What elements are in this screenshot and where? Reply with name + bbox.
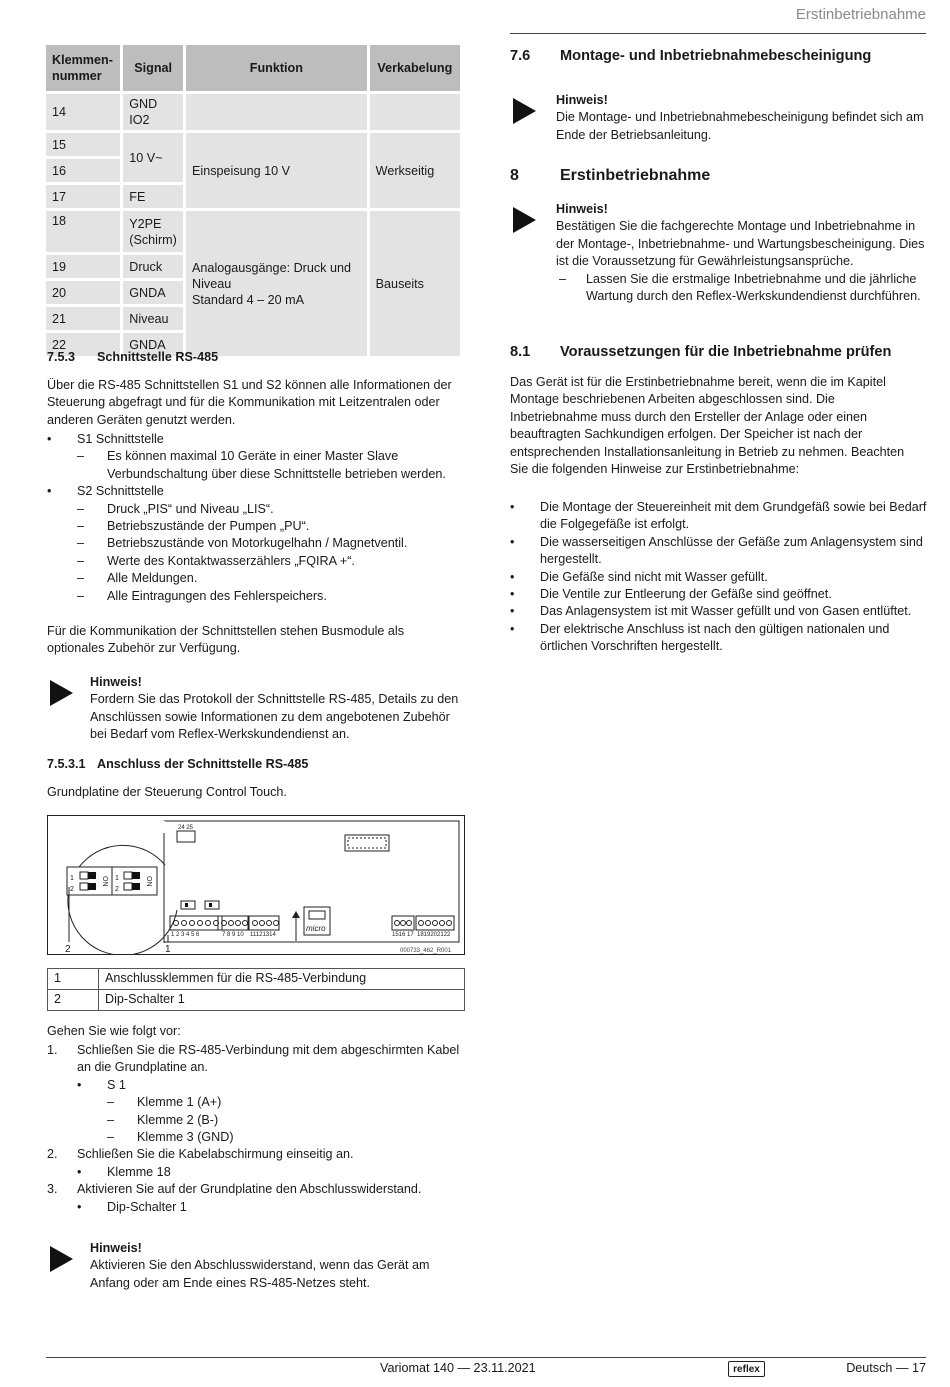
s2-label: S2 Schnittstelle	[77, 484, 164, 499]
step-sub: Dip-Schalter 1	[107, 1199, 187, 1214]
bullet: •	[510, 587, 515, 602]
bullet: •	[510, 569, 515, 584]
terminal-cell: 21	[46, 307, 120, 330]
s2-item: Alle Eintragungen des Fehlerspeichers.	[107, 588, 327, 603]
list-item	[47, 448, 467, 483]
table-row	[46, 211, 460, 252]
list-item	[556, 271, 930, 306]
section-number: 7.5.3.1	[47, 757, 86, 771]
notice-protocol	[47, 674, 467, 746]
section-heading-8	[510, 167, 710, 184]
prerequisite-item: Die Montage der Steuereinheit mit dem Grundgefäß sowie bei Bedarf die Folgegefäße ist erfolgt.	[540, 500, 927, 532]
bullet: •	[510, 534, 515, 549]
dash: –	[77, 588, 85, 603]
legend-number: 2	[48, 990, 99, 1011]
notice-termination	[47, 1240, 467, 1296]
interface-list	[47, 431, 467, 605]
s2-item: Druck „PIS“ und Niveau „LIS“.	[107, 501, 274, 516]
play-arrow-icon	[513, 207, 536, 233]
bullet: •	[77, 1164, 82, 1179]
section-title: Voraussetzungen für die Inbetriebnahme prüfen	[560, 344, 892, 360]
dash: –	[107, 1095, 115, 1110]
terminal-labels-right: 1516 17	[392, 932, 414, 938]
section-title: Erstinbetriebnahme	[560, 167, 711, 184]
signal-cell: GND IO2	[123, 94, 183, 130]
dash: –	[77, 536, 85, 551]
callout-2: 2	[65, 944, 71, 955]
function-cell-empty	[186, 94, 367, 130]
play-arrow-icon	[50, 680, 73, 706]
list-item	[47, 1129, 467, 1146]
terminal-cell: 22	[46, 333, 120, 356]
wiring-cell-site: Bauseits	[370, 211, 460, 356]
legend-number: 1	[48, 969, 99, 990]
list-item	[510, 569, 928, 586]
col-header-wiring: Verkabelung	[370, 45, 460, 91]
play-arrow-icon	[50, 1246, 73, 1272]
running-header: Erstinbetriebnahme	[795, 6, 926, 23]
reflex-logo: reflex	[728, 1361, 765, 1377]
board-caption: Grundplatine der Steuerung Control Touch.	[47, 785, 287, 799]
notice-title: Hinweis!	[90, 1241, 142, 1255]
bullet: •	[47, 484, 52, 499]
terminal-cell: 20	[46, 281, 120, 304]
section-number: 7.6	[510, 48, 531, 64]
svg-text:2: 2	[115, 886, 119, 893]
step-text: Schließen Sie die Kabelabschirmung einseitig an.	[77, 1147, 354, 1162]
step-sub-item: Klemme 3 (GND)	[137, 1130, 234, 1145]
section-number: 8	[510, 167, 519, 184]
list-item	[47, 535, 467, 552]
list-item	[47, 1199, 467, 1216]
list-item	[47, 570, 467, 587]
notice-title: Hinweis!	[90, 675, 142, 689]
terminal-cell: 14	[46, 94, 120, 130]
table-row	[46, 133, 460, 156]
dash: –	[77, 501, 85, 516]
signal-cell: 10 V~	[123, 133, 183, 182]
section-title: Montage- und Inbetriebnahmebescheinigung	[560, 48, 872, 64]
table-row	[48, 990, 465, 1011]
terminal-cell: 15	[46, 133, 120, 156]
col-header-signal: Signal	[123, 45, 183, 91]
list-item	[510, 534, 928, 569]
dash: –	[77, 571, 85, 586]
section-title: Anschluss der Schnittstelle RS-485	[97, 757, 309, 771]
s2-item: Betriebszustände der Pumpen „PU“.	[107, 519, 310, 534]
list-item	[47, 1112, 467, 1129]
prerequisite-item: Das Anlagensystem ist mit Wasser gefüllt und von Gasen entlüftet.	[540, 604, 912, 619]
bullet: •	[510, 621, 515, 636]
list-item	[510, 621, 928, 656]
step-1	[47, 1042, 467, 1077]
section-heading-7-6	[510, 48, 871, 65]
table-row	[46, 94, 460, 130]
prerequisite-item: Die Ventile zur Entleerung der Gefäße sind geöffnet.	[540, 587, 832, 602]
footer-document-info: Variomat 140 — 23.11.2021	[380, 1361, 536, 1375]
svg-text:1: 1	[115, 875, 119, 882]
col-header-function: Funktion	[186, 45, 367, 91]
section-number: 7.5.3	[47, 350, 76, 364]
signal-cell: Niveau	[123, 307, 183, 330]
control-board-figure	[47, 815, 465, 955]
list-item	[510, 603, 928, 620]
footer-page-number: Deutsch — 17	[846, 1361, 926, 1375]
terminal-labels-left: 1 2 3 4 5 6	[171, 932, 200, 938]
list-item	[47, 1077, 467, 1094]
figure-legend-table	[47, 968, 465, 1011]
dip-2-label: 2	[70, 886, 74, 893]
function-cell-supply: Einspeisung 10 V	[186, 133, 367, 208]
notice-text: Bestätigen Sie die fachgerechte Montage und Inbetriebnahme in der Montage-, Inbetriebnahme- und Wartungsbescheinigung. Dies ist die Voraussetzung für Gewährleistungsansprüche.	[556, 219, 925, 269]
bullet: •	[510, 604, 515, 619]
section-heading-8-1	[510, 344, 891, 361]
prerequisite-item: Der elektrische Anschluss ist nach den gültigen nationalen und örtlichen Vorschriften hergestellt.	[540, 621, 890, 654]
terminal-cell: 17	[46, 185, 120, 208]
play-arrow-icon	[513, 98, 536, 124]
terminal-24-25-label: 24 25	[178, 825, 194, 831]
prerequisites-text: Das Gerät ist für die Erstinbetriebnahme bereit, wenn die im Kapitel Montage beschriebenen Arbeiten abgeschlossen sind. Die Inbetriebnahme muss durch den Ersteller der Anlage oder einen beauftragten Sachkundigen erfolgen. Der Speicher ist nach der entsprechenden Installationsanleitung in Betrieb zu nehmen. Beachten Sie die folgenden Hinweise zur Erstinbetriebnahme:	[510, 375, 905, 477]
list-item	[47, 431, 467, 448]
step-sub-item: Klemme 2 (B-)	[137, 1112, 219, 1127]
list-item	[47, 553, 467, 570]
function-cell-analog: Analogausgänge: Druck und Niveau Standard 4 – 20 mA	[186, 211, 367, 356]
s2-item: Werte des Kontaktwasserzählers „FQIRA +“.	[107, 553, 355, 568]
section-heading-7-5-3-1	[47, 756, 308, 773]
notice-certificate	[510, 92, 930, 146]
col-header-terminal: Klemmen- nummer	[46, 45, 120, 91]
wiring-cell-factory: Werkseitig	[370, 133, 460, 208]
steps-list	[47, 1042, 467, 1216]
terminal-cell: 16	[46, 159, 120, 182]
section-heading-7-5-3	[47, 349, 218, 366]
signal-cell: GNDA	[123, 281, 183, 304]
microsd-label: micro	[306, 924, 326, 933]
terminal-labels-right2: 1819202122	[417, 932, 451, 938]
signal-cell: GNDA	[123, 333, 183, 356]
rs485-intro: Über die RS-485 Schnittstellen S1 und S2 können alle Informationen der Steuerung abgefragt und für die Kommunikation mit Leitzentralen oder anderen Geräten genutzt werden.	[47, 378, 452, 427]
terminal-signal-table	[43, 42, 463, 359]
s2-item: Alle Meldungen.	[107, 571, 198, 586]
table-row	[48, 969, 465, 990]
s1-item: Es können maximal 10 Geräte in einer Master Slave Verbundschaltung über diese Schnittstelle betrieben werden.	[107, 449, 446, 481]
signal-cell: FE	[123, 185, 183, 208]
list-item	[510, 586, 928, 603]
list-item	[47, 501, 467, 518]
section-title: Schnittstelle RS-485	[97, 350, 219, 364]
bullet: •	[77, 1199, 82, 1214]
terminal-cell: 18	[46, 211, 120, 252]
dash: –	[77, 449, 85, 464]
notice-text: Fordern Sie das Protokoll der Schnittstelle RS-485, Details zu den Anschlüssen sowie Informationen zu dem angebotenen Zubehör bei Bedarf vom Reflex-Werkskundendienst an.	[90, 692, 459, 742]
prerequisites-list	[510, 499, 928, 656]
dash: –	[107, 1130, 115, 1145]
list-item	[47, 483, 467, 500]
signal-cell: Druck	[123, 255, 183, 278]
notice-text: Aktivieren Sie den Abschlusswiderstand, wenn das Gerät am Anfang oder am Ende eines RS-485-Netzes steht.	[90, 1258, 430, 1290]
prerequisite-item: Die wasserseitigen Anschlüsse der Gefäße zum Anlagensystem sind hergestellt.	[540, 534, 923, 567]
bus-modules-text: Für die Kommunikation der Schnittstellen stehen Busmodule als optionales Zubehör zur Verfügung.	[47, 624, 405, 656]
step-sub-item: Klemme 1 (A+)	[137, 1095, 222, 1110]
dash: –	[107, 1112, 115, 1127]
list-item	[47, 588, 467, 605]
step-sub: S 1	[107, 1077, 126, 1092]
svg-text:ON: ON	[145, 876, 152, 887]
step-text: Schließen Sie die RS-485-Verbindung mit dem abgeschirmten Kabel an die Grundplatine an.	[77, 1043, 460, 1075]
on-label: ON	[101, 876, 108, 887]
signal-cell: Y2PE (Schirm)	[123, 211, 183, 252]
terminal-cell: 19	[46, 255, 120, 278]
s2-item: Betriebszustände von Motorkugelhahn / Magnetventil.	[107, 536, 408, 551]
callout-1: 1	[165, 944, 171, 955]
legend-text: Dip-Schalter 1	[99, 990, 465, 1011]
step-3	[47, 1181, 467, 1198]
list-item	[47, 518, 467, 535]
terminal-labels-mid: 7 8 9 10	[222, 932, 244, 938]
step-number: 3.	[47, 1182, 58, 1197]
wiring-cell-empty	[370, 94, 460, 130]
bullet: •	[510, 500, 515, 514]
notice-dash-text: Lassen Sie die erstmalige Inbetriebnahme und die jährliche Wartung durch den Reflex-Werkskundendienst durchführen.	[586, 271, 921, 304]
section-number: 8.1	[510, 344, 531, 360]
terminal-labels-mid2: 11121314	[250, 932, 276, 938]
dash: –	[77, 519, 85, 534]
dash: –	[77, 553, 85, 568]
footer-rule	[46, 1357, 926, 1358]
bullet: •	[47, 432, 52, 446]
step-sub: Klemme 18	[107, 1164, 171, 1179]
list-item	[510, 499, 928, 534]
notice-title: Hinweis!	[556, 93, 608, 107]
list-item	[47, 1164, 467, 1181]
notice-title: Hinweis!	[556, 202, 608, 216]
list-item	[47, 1094, 467, 1111]
notice-text: Die Montage- und Inbetriebnahmebescheinigung befindet sich am Ende der Betriebsanleitung.	[556, 110, 924, 142]
notice-commissioning	[510, 201, 930, 323]
dash: –	[559, 271, 567, 286]
step-2	[47, 1146, 467, 1163]
steps-intro: Gehen Sie wie folgt vor:	[47, 1024, 181, 1038]
dip-1-label: 1	[70, 875, 74, 882]
bullet: •	[77, 1077, 82, 1092]
step-text: Aktivieren Sie auf der Grundplatine den Abschlusswiderstand.	[77, 1182, 422, 1197]
figure-code: 000733_462_R001	[400, 948, 452, 954]
s1-label: S1 Schnittstelle	[77, 432, 164, 446]
legend-text: Anschlussklemmen für die RS-485-Verbindung	[99, 969, 465, 990]
step-number: 2.	[47, 1147, 58, 1162]
step-number: 1.	[47, 1043, 58, 1057]
header-rule	[510, 33, 926, 34]
prerequisite-item: Die Gefäße sind nicht mit Wasser gefüllt.	[540, 569, 768, 584]
